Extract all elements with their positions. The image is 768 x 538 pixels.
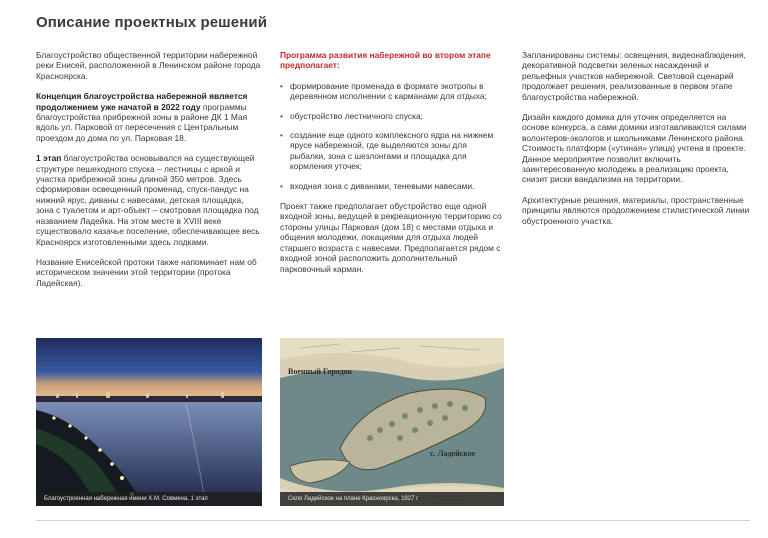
stage1-bold: 1 этап	[36, 153, 62, 164]
entrance-paragraph: Проект также предполагает обустройство еще одной входной зоны, ведущей в рекреационную территорию со стороны улицы Парковая (дом 18) с местами отдыха и общения молодежи, локациями для отдыха людей старшего возраста с навесами. Предполагается рядом с входной зоной расположить дополнительный парковочный карман.	[280, 201, 502, 274]
embankment-photo	[36, 338, 262, 506]
name-paragraph: Название Енисейской протоки также напоминает нам об историческом значении этой территории (протока Ладейская).	[36, 256, 257, 288]
list-item: • формирование променада в формате экотропы в деревянном исполнении с карманами для отдыха;	[280, 81, 504, 102]
systems-paragraph: Запланированы системы: освещения, видеонаблюдения, декоративной подсветки зеленых насаждений и рельефных участков набережной. Световой сценарий продолжает решения, реализованные в первом этапе благоустройства набережной.	[522, 50, 746, 102]
list-item: • обустройство лестничного спуска;	[280, 111, 504, 121]
column-middle	[280, 50, 504, 284]
map-town-label: Военный Городок	[288, 367, 353, 376]
list-item: • входная зона с диванами, теневыми навесами.	[280, 181, 504, 191]
photo2-caption: Село Ладейское на плане Красноярска, 1927 г	[280, 492, 504, 506]
page-title: Описание проектных решений	[36, 14, 268, 31]
footer-divider	[36, 520, 750, 521]
duckhouse-paragraph: Дизайн каждого домика для уточек определяется на основе конкурса, а сами домики изготавливаются силами волонтеров-экологов и школьниками Ленинского района. Стоимость платформ («утиная» улица) учтена в проекте. Данное мероприятие позволит включить заинтересованную молодежь в реализацию проекта, снизит риски вандализма на территории.	[522, 112, 747, 185]
stage1-text: благоустройства основывался на существующей структуре пешеходного спуска – лестницы с аркой и участка прибрежной зоны длиной 350 метров. Здесь сформирован освещенный променад, спуск-пандус на нижний ярус, диваны с навесами, детская площадка, зона с туалетом и арт-объект – смотровая площадка под названием Ладейка. На этом месте в XVIII веке существовало казачье поселение, обеспечивающее весь Красноярск изготовленными здесь лодками.	[36, 153, 260, 247]
historic-map	[280, 338, 504, 506]
concept-bold: Концепция благоустройства набережной является продолжением уже начатой в 2022 году	[36, 91, 248, 112]
stage1-paragraph	[36, 153, 262, 247]
program-list	[280, 81, 504, 191]
concept-text: программы благоустройства прибрежной зоны в районе ДК 1 Мая вдоль ул. Парковой от пересечения с Центральным проездом до дома по ул. Парковая 18.	[36, 101, 248, 143]
program-heading: Программа развития набережной во втором этапе предполагает:	[280, 50, 491, 71]
list-item: • создание еще одного комплексного ядра на нижнем ярусе набережной, где выделяются зоны для рыбалки, зона с шезлонгами и площадка для кормления уточек;	[280, 130, 504, 172]
concept-paragraph	[36, 91, 262, 143]
column-right	[522, 50, 750, 236]
intro-paragraph: Благоустройство общественной территории набережной реки Енисей, расположенной в Ленинском районе города Красноярска.	[36, 50, 261, 81]
column-left	[36, 50, 262, 298]
architecture-paragraph: Архитектурные решения, материалы, пространственные принципы являются продолжением стилистической линии обустроенного участка.	[522, 194, 750, 226]
photo1-caption: Благоустроенная набережная имени Х.М. Совмена, 1 этап	[36, 492, 262, 506]
map-village-label: с. Ладейское	[430, 449, 476, 458]
